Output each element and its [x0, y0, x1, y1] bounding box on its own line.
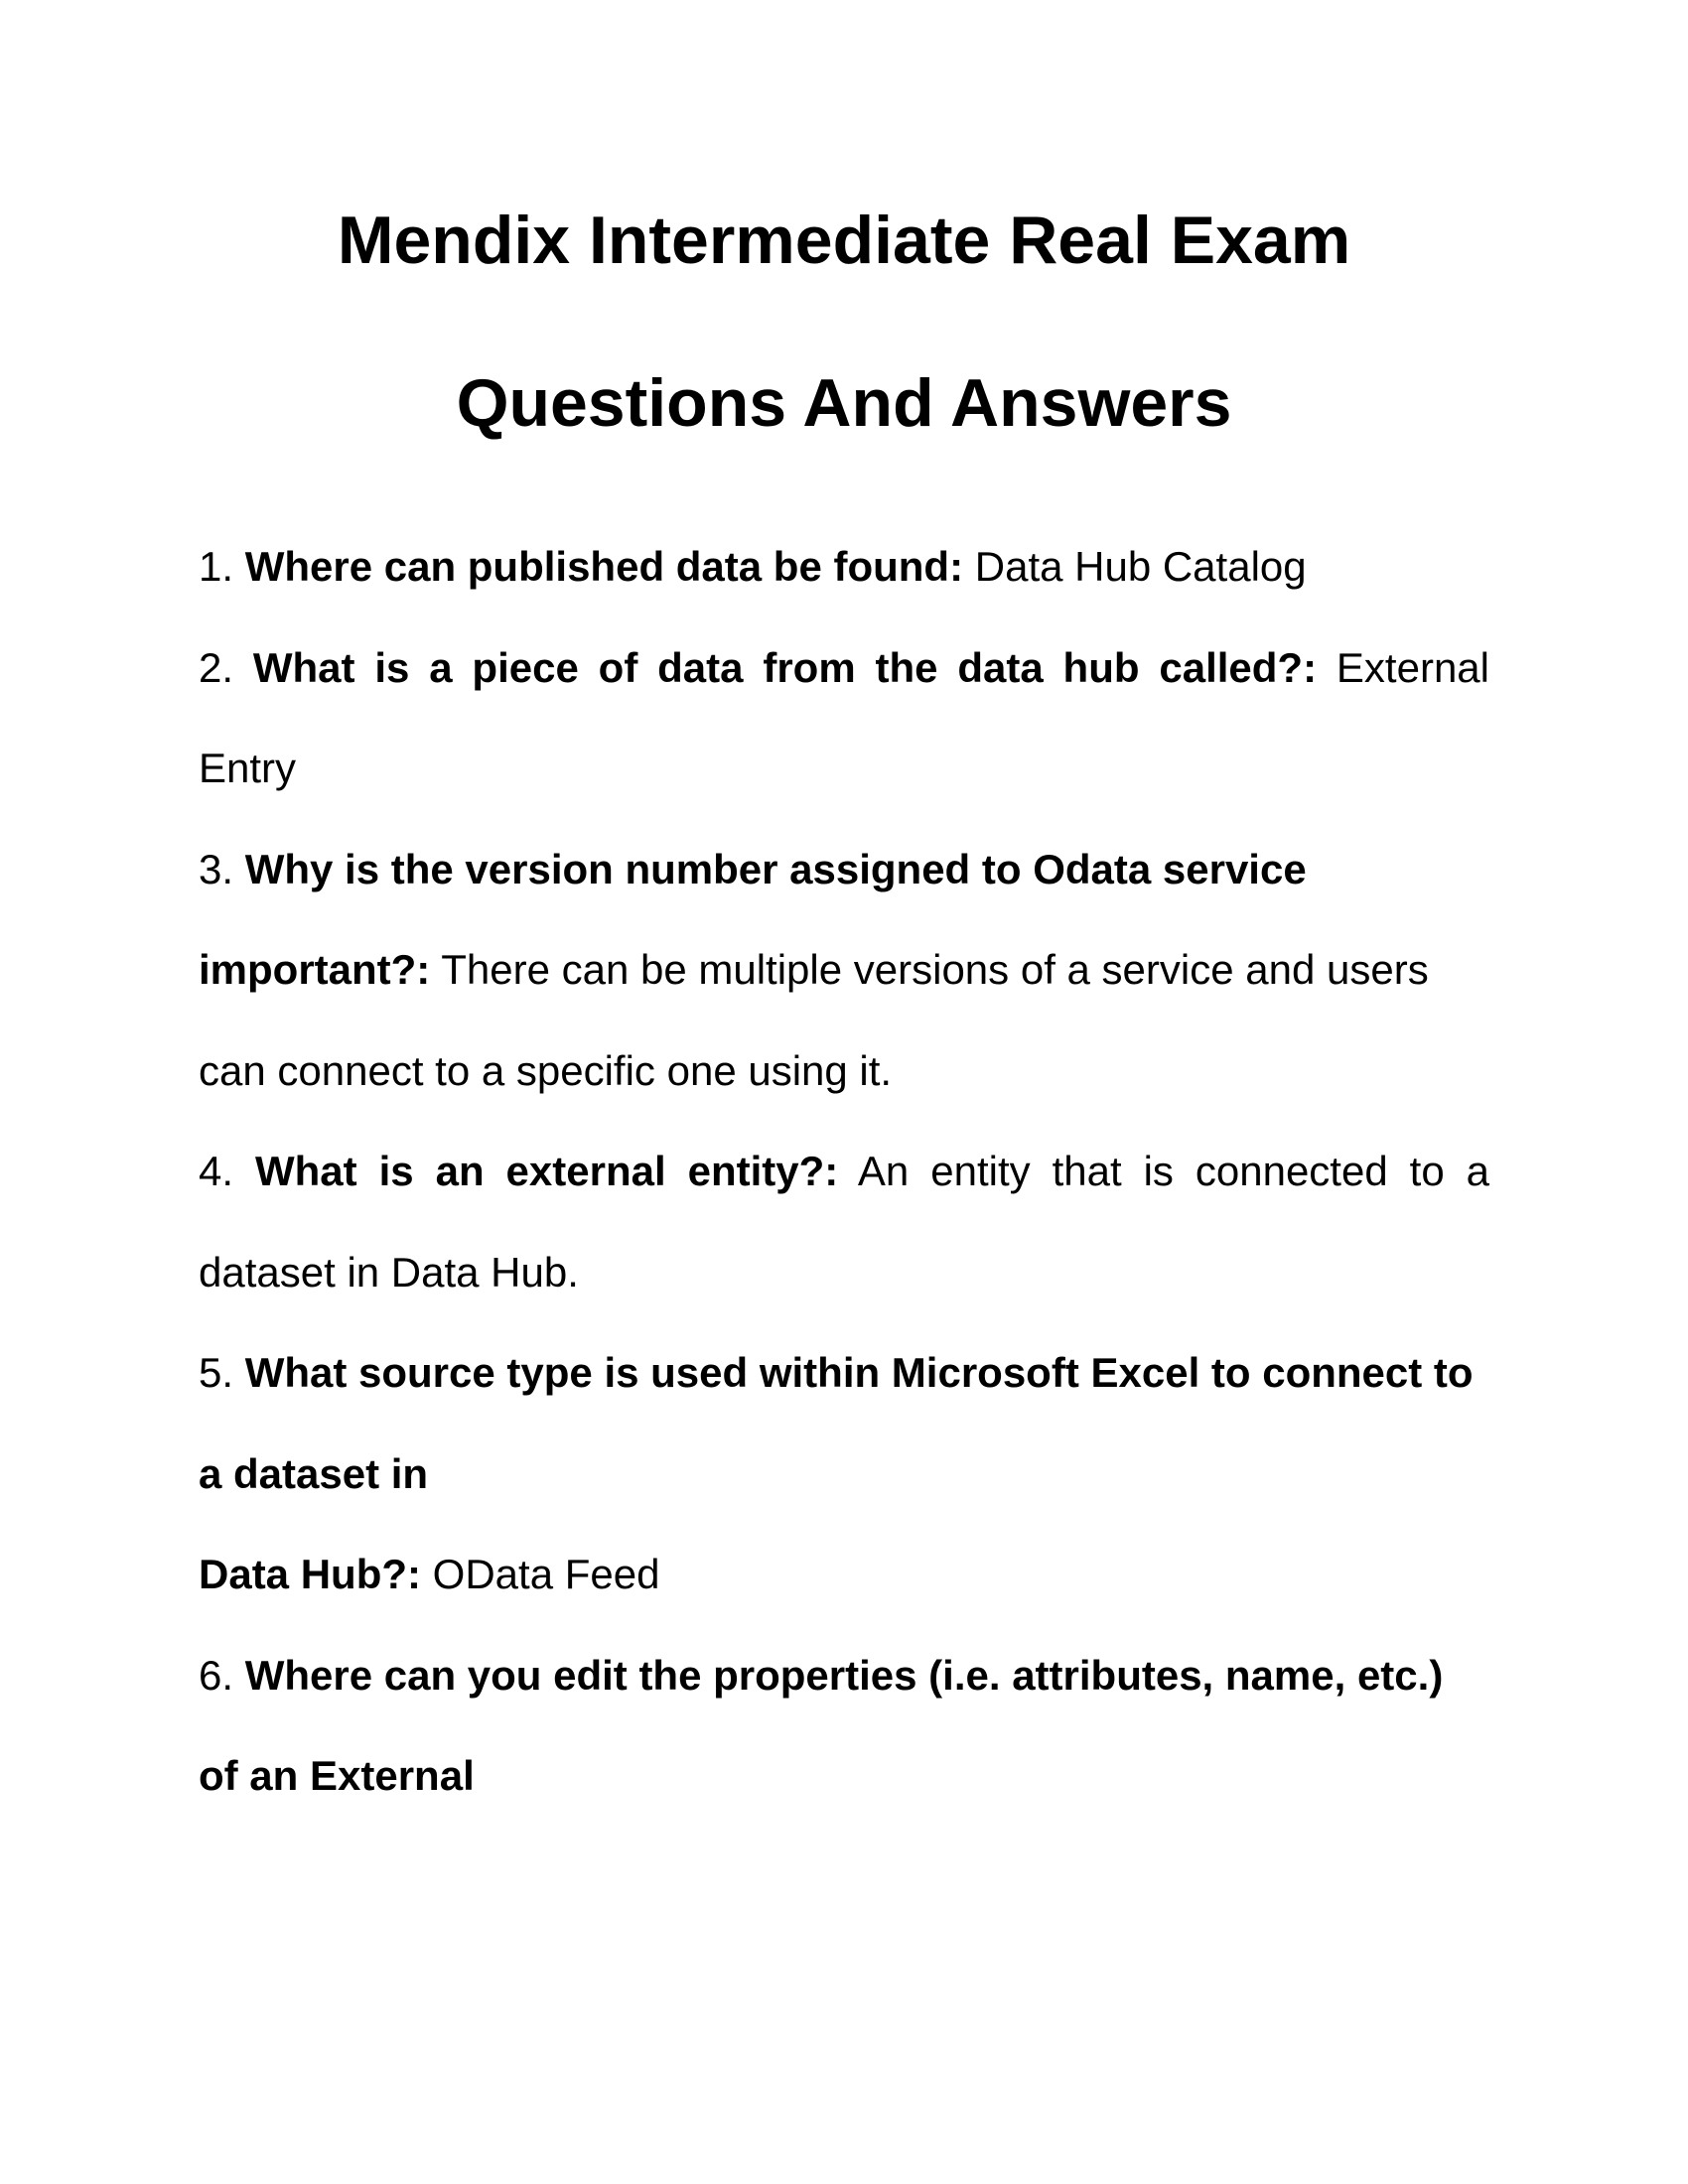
qa-answer: Data Hub Catalog — [974, 543, 1307, 590]
qa-item-4 — [199, 1121, 1489, 1322]
document-title-line-2: Questions And Answers — [456, 365, 1232, 441]
qa-question: What source type is used within Microsoft Excel to connect to a dataset in — [199, 1349, 1474, 1497]
qa-number: 3. — [199, 845, 234, 892]
qa-question: What is a piece of data from the data hub called?: — [252, 643, 1318, 691]
qa-item-5 — [199, 1322, 1489, 1524]
qa-number: 6. — [199, 1651, 234, 1699]
qa-question: Where can published data be found: — [244, 543, 964, 590]
qa-number: 4. — [199, 1148, 234, 1194]
qa-item-1 — [199, 516, 1489, 617]
qa-item-3 — [199, 819, 1489, 1122]
qa-number: 1. — [199, 543, 234, 590]
qa-question: Where can you edit the properties (i.e. attributes, name, etc.) of an External — [199, 1651, 1444, 1799]
qa-number: 5. — [199, 1349, 234, 1396]
qa-answer: An entity that is connected to a dataset in Data Hub. — [199, 1148, 1489, 1296]
qa-question: Why is the version number assigned to Odata service important?: — [199, 845, 1307, 993]
qa-answer: There can be multiple versions of a service and users can connect to a specific one using it. — [199, 946, 1429, 1094]
qa-item-5-continued — [199, 1524, 1489, 1625]
qa-number: 2. — [199, 643, 234, 691]
qa-question-continued: Data Hub?: — [199, 1551, 421, 1597]
qa-item-6 — [199, 1625, 1489, 1827]
qa-list — [199, 516, 1489, 1827]
qa-answer: External Entry — [199, 643, 1489, 791]
qa-question: What is an external entity?: — [255, 1148, 839, 1194]
qa-item-2 — [199, 617, 1489, 819]
document-title-line-1: Mendix Intermediate Real Exam — [337, 203, 1351, 278]
qa-answer: OData Feed — [432, 1551, 660, 1597]
